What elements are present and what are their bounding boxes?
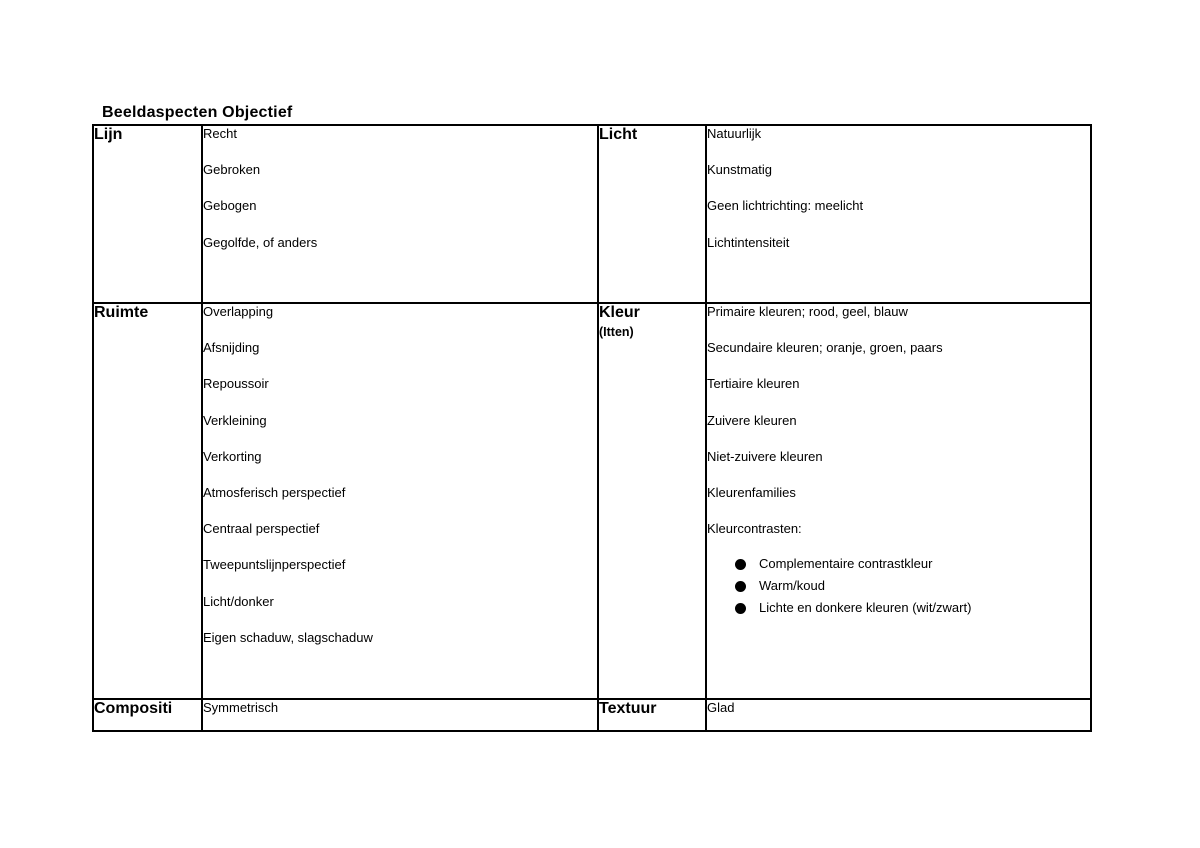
value-item: Secundaire kleuren; oranje, groen, paars (707, 340, 943, 356)
bullet-text: Complementaire contrastkleur (759, 556, 933, 572)
table-row-compositi-textuur (93, 699, 1091, 731)
heading-kleur-subheading: (Itten) (599, 325, 634, 339)
values-licht (706, 125, 1091, 303)
value-item: Gebogen (203, 198, 257, 214)
table-row-ruimte-kleur (93, 303, 1091, 699)
value-item: Eigen schaduw, slagschaduw (203, 629, 373, 645)
values-lijn (202, 125, 598, 303)
bullet-icon (735, 559, 746, 570)
document-title: Beeldaspecten Objectief (102, 104, 293, 121)
value-item: Natuurlijk (707, 126, 762, 141)
heading-textuur: Textuur (598, 699, 706, 731)
bullet-list-kleurcontrasten (707, 555, 1090, 621)
heading-kleur-label: Kleur (599, 304, 640, 321)
bullet-item (735, 577, 1090, 599)
bullet-icon (735, 603, 746, 614)
heading-lijn: Lijn (93, 125, 202, 303)
value-item: Gegolfde, of anders (203, 234, 318, 250)
heading-kleur (598, 303, 706, 699)
bullet-text: Warm/koud (759, 578, 825, 594)
bullet-icon (735, 581, 746, 592)
value-item: Kleurcontrasten: (707, 521, 802, 537)
value-item: Gebroken (203, 162, 261, 178)
value-item: Niet-zuivere kleuren (707, 448, 823, 464)
value-item: Symmetrisch (203, 700, 279, 715)
values-kleur (706, 303, 1091, 699)
value-item: Licht/donker (203, 593, 274, 609)
value-item: Tweepuntslijnperspectief (203, 557, 346, 573)
bullet-item (735, 555, 1090, 577)
value-item: Overlapping (203, 304, 274, 319)
value-item: Lichtintensiteit (707, 234, 790, 250)
value-item: Verkorting (203, 448, 262, 464)
table-row-lijn-licht (93, 125, 1091, 303)
value-item: Repoussoir (203, 376, 269, 392)
value-item: Primaire kleuren; rood, geel, blauw (707, 304, 908, 319)
value-item: Zuivere kleuren (707, 412, 797, 428)
value-item: Recht (203, 126, 237, 141)
heading-compositi: Compositi (93, 699, 202, 731)
heading-licht: Licht (598, 125, 706, 303)
value-item: Centraal perspectief (203, 521, 320, 537)
bullet-text: Lichte en donkere kleuren (wit/zwart) (759, 600, 972, 616)
values-textuur (706, 699, 1091, 731)
value-item: Afsnijding (203, 340, 260, 356)
value-item: Kunstmatig (707, 162, 773, 178)
value-item: Glad (707, 700, 735, 715)
bullet-item (735, 599, 1090, 621)
values-compositi (202, 699, 598, 731)
aspects-table (92, 124, 1092, 732)
heading-ruimte: Ruimte (93, 303, 202, 699)
value-item: Verkleining (203, 412, 267, 428)
value-item: Tertiaire kleuren (707, 376, 800, 392)
value-item: Geen lichtrichting: meelicht (707, 198, 864, 214)
values-ruimte (202, 303, 598, 699)
value-item: Kleurenfamilies (707, 484, 796, 500)
value-item: Atmosferisch perspectief (203, 484, 346, 500)
